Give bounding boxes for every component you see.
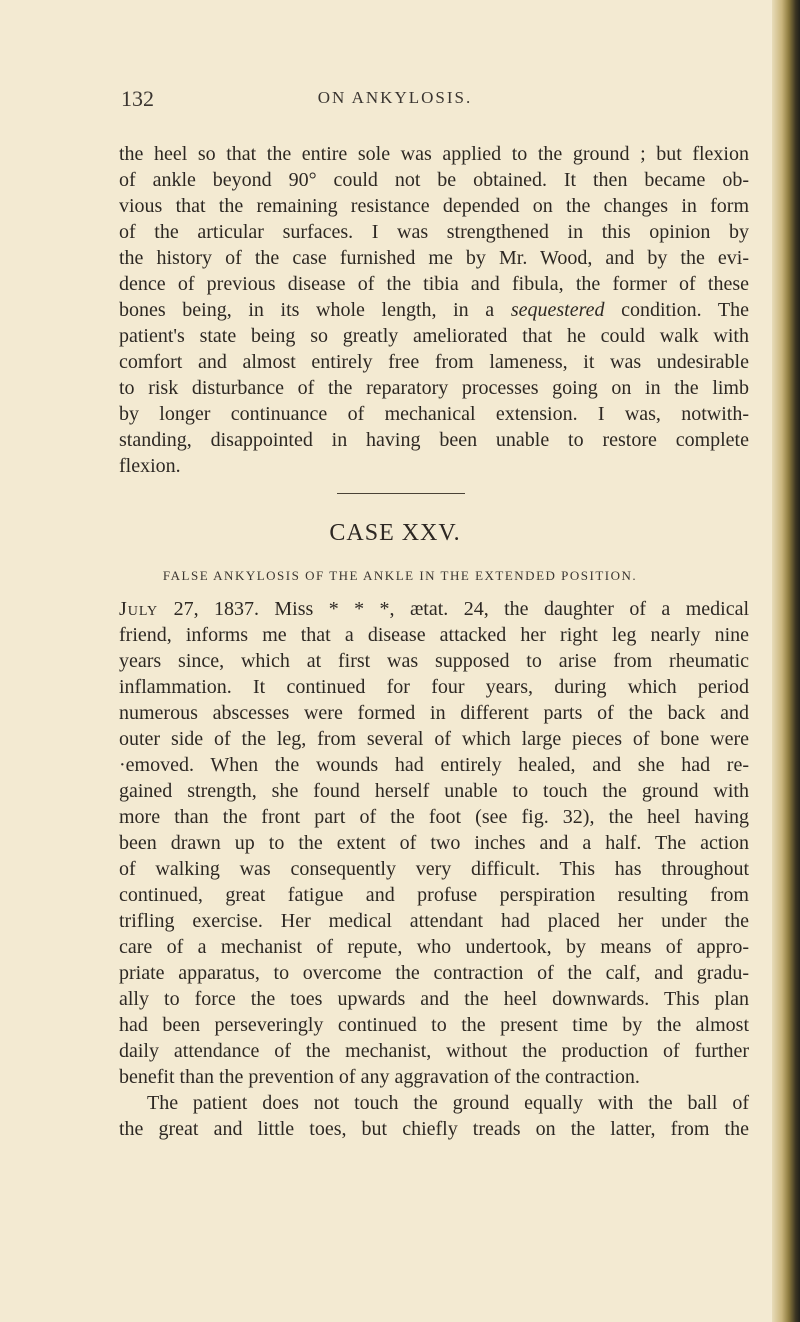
- paragraph-1: [119, 141, 749, 479]
- case-title: CASE XXV.: [329, 520, 461, 546]
- text-line: of the articular surfaces. I was strengthened in this opinion by: [119, 221, 749, 243]
- text-line: benefit than the prevention of any aggravation of the contraction.: [119, 1066, 640, 1088]
- text-line: of ankle beyond 90° could not be obtained. It then became ob-: [119, 169, 749, 191]
- case-subtitle: FALSE ANKYLOSIS OF THE ANKLE IN THE EXTENDED POSITION.: [162, 568, 638, 583]
- text-line: numerous abscesses were formed in different parts of the back and: [119, 702, 749, 724]
- text-line: comfort and almost entirely free from lameness, it was undesirable: [119, 351, 749, 373]
- text-line: had been perseveringly continued to the present time by the almost: [119, 1014, 749, 1036]
- text-line: the history of the case furnished me by Mr. Wood, and by the evi-: [119, 247, 749, 269]
- text-line: outer side of the leg, from several of which large pieces of bone were: [119, 728, 749, 750]
- text-line: care of a mechanist of repute, who undertook, by means of appro-: [119, 936, 749, 958]
- text-line: of walking was consequently very difficult. This has throughout: [119, 858, 749, 880]
- text-line: ·emoved. When the wounds had entirely healed, and she had re-: [119, 754, 749, 776]
- text-segment: bones being, in its whole length, in a: [119, 299, 495, 321]
- running-head: ON ANKYLOSIS.: [317, 88, 473, 107]
- text-line: ally to force the toes upwards and the heel downwards. This plan: [119, 988, 749, 1010]
- text-line-with-italic: [119, 297, 749, 323]
- section-divider: [337, 493, 465, 494]
- text-line: to risk disturbance of the reparatory processes going on in the limb: [119, 377, 749, 399]
- text-line: patient's state being so greatly ameliorated that he could walk with: [119, 325, 749, 347]
- text-line: vious that the remaining resistance depended on the changes in form: [119, 195, 749, 217]
- text-line: trifling exercise. Her medical attendant had placed her under the: [119, 910, 749, 932]
- text-line: the heel so that the entire sole was applied to the ground ; but flexion: [119, 143, 749, 165]
- text-line: dence of previous disease of the tibia and fibula, the former of these: [119, 273, 749, 295]
- text-line: inflammation. It continued for four years, during which period: [119, 676, 749, 698]
- text-line-with-date: [119, 596, 749, 622]
- text-line: continued, great fatigue and profuse perspiration resulting from: [119, 884, 749, 906]
- text-line: by longer continuance of mechanical extension. I was, notwith-: [119, 403, 749, 425]
- date-month: July: [119, 598, 159, 620]
- page-edge-shadow: [772, 0, 800, 1322]
- text-line: gained strength, she found herself unable to touch the ground with: [119, 780, 749, 802]
- text-line: priate apparatus, to overcome the contraction of the calf, and gradu-: [119, 962, 749, 984]
- text-line: the great and little toes, but chiefly treads on the latter, from the: [119, 1118, 749, 1140]
- paragraph-2: [119, 596, 749, 1090]
- text-line: The patient does not touch the ground equally with the ball of: [147, 1092, 749, 1114]
- italic-term: sequestered: [510, 299, 605, 321]
- paragraph-3: [119, 1090, 749, 1142]
- text-line: flexion.: [119, 455, 181, 477]
- text-line: daily attendance of the mechanist, without the production of further: [119, 1040, 749, 1062]
- text-line: years since, which at first was supposed to arise from rheumatic: [119, 650, 749, 672]
- text-line: friend, informs me that a disease attacked her right leg nearly nine: [119, 624, 749, 646]
- text-line: standing, disappointed in having been unable to restore complete: [119, 429, 749, 451]
- text-segment: condition. The: [621, 299, 750, 321]
- page-number: 132: [121, 86, 154, 111]
- text-segment: 27, 1837. Miss * * *, ætat. 24, the daughter of a medical: [173, 598, 750, 620]
- text-line: more than the front part of the foot (see fig. 32), the heel having: [119, 806, 749, 828]
- text-line: been drawn up to the extent of two inches and a half. The action: [119, 832, 749, 854]
